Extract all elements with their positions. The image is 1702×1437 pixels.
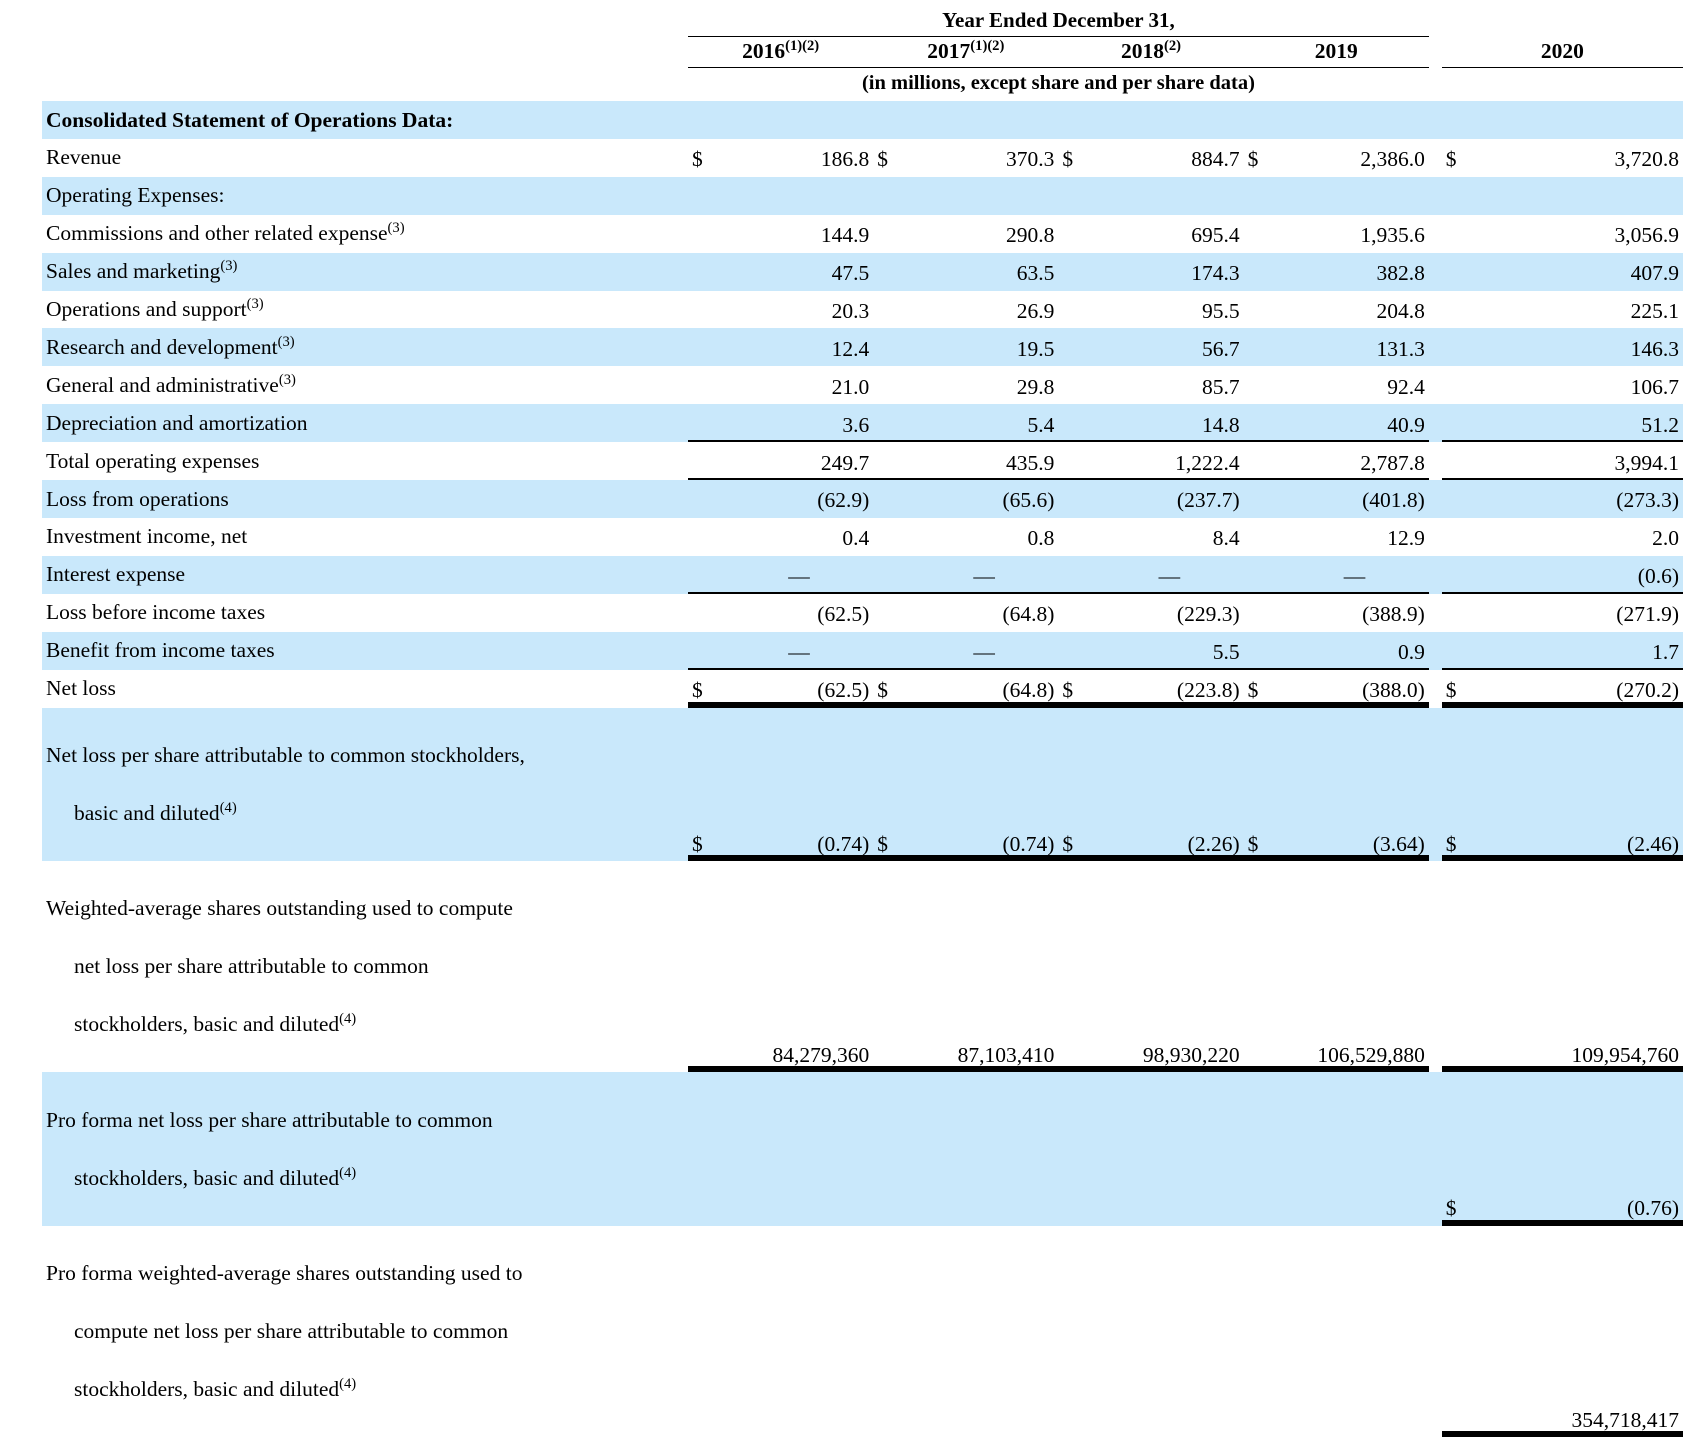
row-label: Benefit from income taxes [42,632,688,670]
cell-2016: 12.4 [725,328,874,366]
cell-2019: 2,386.0 [1280,139,1429,177]
row-label: Research and development$^{(3)}$ [42,328,688,366]
cell-2017: 19.5 [910,328,1059,366]
table-row [42,518,1683,556]
cell-2017: 370.3 [910,139,1059,177]
cell-2019: 12.9 [1280,518,1429,556]
cell-2019: 131.3 [1280,328,1429,366]
currency-symbol: $ [1244,670,1281,708]
column-header-2016 [688,37,873,68]
cell-2017: (65.6) [910,480,1059,518]
currency-symbol: $ [1058,670,1095,708]
cell-2020: (0.76) [1478,1072,1683,1226]
table-row [42,670,1683,708]
cell-2020: 407.9 [1478,253,1683,291]
cell-2016: (62.9) [725,480,874,518]
cell-2017: 29.8 [910,366,1059,404]
cell-2019: 0.9 [1280,632,1429,670]
cell-2018: 5.5 [1095,632,1244,670]
currency-symbol: $ [1442,139,1479,177]
cell-2018: — [1095,556,1244,594]
row-label: Loss from operations [42,480,688,518]
cell-2020: 354,718,417 [1478,1226,1683,1437]
cell-2017: — [910,556,1059,594]
cell-2018: 695.4 [1095,215,1244,253]
row-label: Operations and support$^{(3)}$ [42,291,688,329]
cell-2020: 2.0 [1478,518,1683,556]
consolidated-operations-table [42,8,1683,1437]
cell-2016: — [725,556,874,594]
currency-symbol: $ [1442,670,1479,708]
cell-2017: 63.5 [910,253,1059,291]
footnote-marker: (4) [339,1010,357,1027]
cell-2019: 382.8 [1280,253,1429,291]
row-label: General and administrative$^{(3)}$ [42,366,688,404]
header-years-row [42,37,1683,68]
cell-2019: 106,529,880 [1280,861,1429,1072]
cell-2020: 109,954,760 [1478,861,1683,1072]
cell-2020: 3,056.9 [1478,215,1683,253]
table-row [42,708,1683,862]
row-label: Total operating expenses [42,442,688,480]
cell-2019: (401.8) [1280,480,1429,518]
column-header-2018 [1058,37,1243,68]
cell-2018: 95.5 [1095,291,1244,329]
cell-2016: 47.5 [725,253,874,291]
column-header-2017 [873,37,1058,68]
cell-2020: 106.7 [1478,366,1683,404]
cell-2019: (388.9) [1280,594,1429,632]
table-row [42,404,1683,442]
cell-2016: 249.7 [725,442,874,480]
units-note: (in millions, except share and per share data) [861,72,1255,94]
footnote-marker: (4) [219,799,237,816]
cell-2019: 1,935.6 [1280,215,1429,253]
cell-2020: (273.3) [1478,480,1683,518]
year-label: 2020 [1540,39,1584,63]
currency-symbol: $ [1244,139,1281,177]
cell-2019: 40.9 [1280,404,1429,442]
cell-2019: 92.4 [1280,366,1429,404]
column-header-2020 [1442,37,1683,68]
table-row [42,291,1683,329]
cell-2019: (3.64) [1280,708,1429,862]
table-row [42,139,1683,177]
cell-2020: (0.6) [1478,556,1683,594]
currency-symbol: $ [873,139,910,177]
table-row [42,215,1683,253]
table-row [42,1072,1683,1226]
footnote-marker: (3) [387,220,405,237]
footnote-marker: (4) [339,1164,357,1181]
table-row [42,442,1683,480]
currency-symbol: $ [688,670,725,708]
cell-2016: 84,279,360 [725,861,874,1072]
row-label: Net loss per share attributable to common stockholders, basic and diluted$^{(4)}$ [42,708,688,862]
cell-2017: — [910,632,1059,670]
footnote-marker: (4) [339,1375,357,1392]
cell-2018: (223.8) [1095,670,1244,708]
cell-2019: 2,787.8 [1280,442,1429,480]
year-label: 2018 [1120,39,1164,63]
year-ended-header: Year Ended December 31, [688,8,1429,37]
currency-symbol: $ [1442,1072,1479,1226]
year-label: 2016 [742,39,786,63]
cell-2020: 1.7 [1478,632,1683,670]
cell-2020: 225.1 [1478,291,1683,329]
cell-2016: 0.4 [725,518,874,556]
currency-symbol: $ [688,708,725,862]
cell-2020: 3,720.8 [1478,139,1683,177]
cell-2020: 51.2 [1478,404,1683,442]
year-label: 2017 [927,39,971,63]
row-label: Commissions and other related expense$^{(3)}$ [42,215,688,253]
cell-2017: (64.8) [910,670,1059,708]
cell-2019: — [1280,556,1429,594]
footnote-marker: (3) [278,371,296,388]
footnote-marker: (2) [1163,37,1182,54]
row-label: Net loss [42,670,688,708]
cell-2018: 85.7 [1095,366,1244,404]
table-row [42,1226,1683,1437]
currency-symbol: $ [1244,708,1281,862]
currency-symbol: $ [1442,708,1479,862]
footnote-marker: (1)(2) [785,37,820,54]
row-label: Weighted-average shares outstanding used to compute net loss per share attributable to common stockholders, basic and diluted$^{(4)}$ [42,861,688,1072]
table-row [42,556,1683,594]
cell-2017: 435.9 [910,442,1059,480]
currency-symbol: $ [873,708,910,862]
row-label: Pro forma net loss per share attributable to common stockholders, basic and diluted$^{(4)}$ [42,1072,688,1226]
currency-symbol: $ [1058,139,1095,177]
cell-2017: (64.8) [910,594,1059,632]
table-row [42,253,1683,291]
table-row [42,101,1683,139]
row-label: Investment income, net [42,518,688,556]
currency-symbol: $ [688,139,725,177]
cell-2016: 3.6 [725,404,874,442]
cell-2020: (270.2) [1478,670,1683,708]
cell-2020: (2.46) [1478,708,1683,862]
cell-2017: 87,103,410 [910,861,1059,1072]
footnote-marker: (3) [246,295,264,312]
cell-2017: 0.8 [910,518,1059,556]
row-label: Sales and marketing$^{(3)}$ [42,253,688,291]
cell-2018: 8.4 [1095,518,1244,556]
row-label: Pro forma weighted-average shares outstanding used to compute net loss per share attributable to common stockholders, basic and diluted$^{(4)}$ [42,1226,688,1437]
cell-2018: 1,222.4 [1095,442,1244,480]
cell-2018: (237.7) [1095,480,1244,518]
table-row [42,328,1683,366]
cell-2018: 56.7 [1095,328,1244,366]
cell-2017: 26.9 [910,291,1059,329]
cell-2019: 204.8 [1280,291,1429,329]
cell-2016: (62.5) [725,670,874,708]
cell-2019: (388.0) [1280,670,1429,708]
cell-2016: 186.8 [725,139,874,177]
financial-statement-page [0,8,1702,1432]
row-label: Loss before income taxes [42,594,688,632]
cell-2018: 884.7 [1095,139,1244,177]
row-label: Consolidated Statement of Operations Data: [42,101,688,139]
currency-symbol: $ [1058,708,1095,862]
cell-2020: 146.3 [1478,328,1683,366]
row-label: Depreciation and amortization [42,404,688,442]
cell-2017: 290.8 [910,215,1059,253]
cell-2016: (0.74) [725,708,874,862]
year-label: 2019 [1314,39,1358,63]
cell-2016: 144.9 [725,215,874,253]
table-row [42,366,1683,404]
currency-symbol: $ [873,670,910,708]
cell-2016: — [725,632,874,670]
cell-2016: 20.3 [725,291,874,329]
cell-2018: 14.8 [1095,404,1244,442]
row-label: Revenue [42,139,688,177]
header-units-row [42,68,1683,102]
row-label: Interest expense [42,556,688,594]
cell-2018: (229.3) [1095,594,1244,632]
cell-2016: (62.5) [725,594,874,632]
table-row [42,594,1683,632]
footnote-marker: (3) [220,257,238,274]
cell-2016: 21.0 [725,366,874,404]
footnote-marker: (3) [277,333,295,350]
cell-2017: 5.4 [910,404,1059,442]
header-span-row [42,8,1683,37]
table-row [42,632,1683,670]
table-row [42,480,1683,518]
table-row [42,861,1683,1072]
cell-2018: 174.3 [1095,253,1244,291]
table-row [42,177,1683,215]
cell-2017: (0.74) [910,708,1059,862]
cell-2020: (271.9) [1478,594,1683,632]
cell-2018: (2.26) [1095,708,1244,862]
cell-2018: 98,930,220 [1095,861,1244,1072]
column-header-2019 [1244,37,1429,68]
footnote-marker: (1)(2) [970,37,1005,54]
row-label: Operating Expenses: [42,177,688,215]
cell-2020: 3,994.1 [1478,442,1683,480]
